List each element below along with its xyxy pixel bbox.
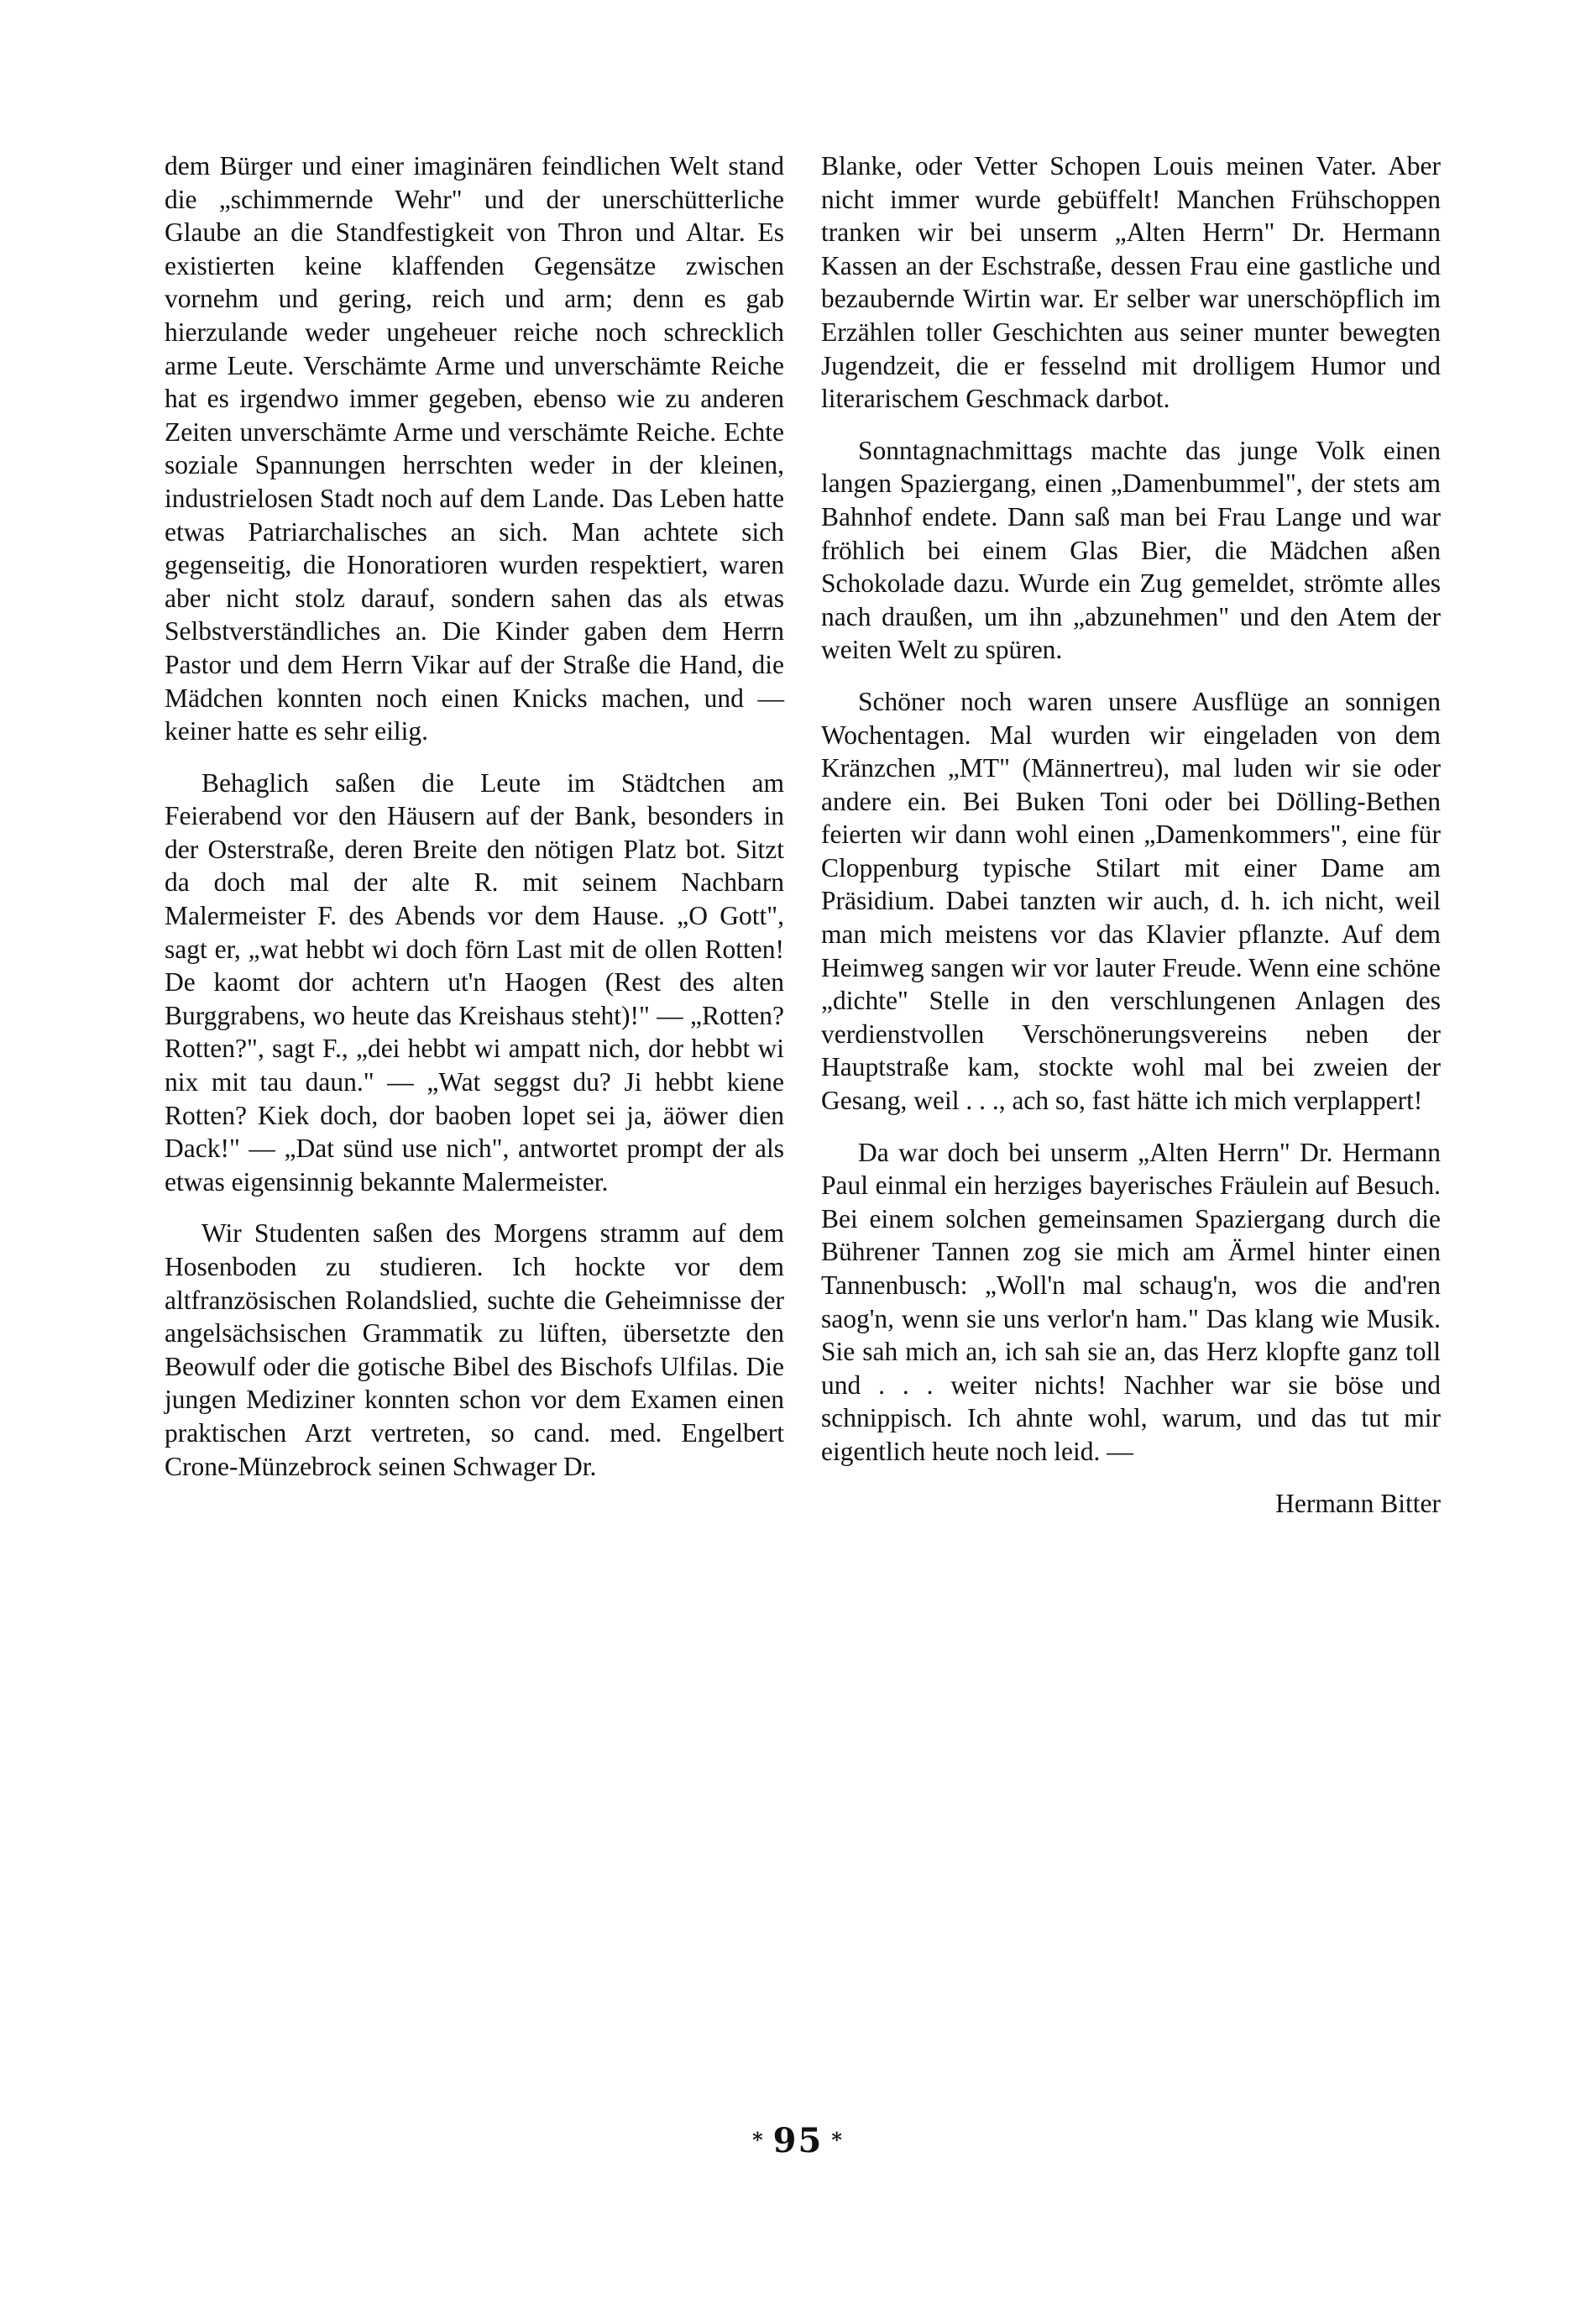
right-paragraph-3: Schöner noch waren unsere Ausflüge an sonnigen Wochentagen. Mal wurden wir eingeladen von dem Kränzchen „MT" (Männertreu), mal luden wir sie oder andere ein. Bei Buken Toni oder bei Dölling-Bethen feierten wir dann wohl einen „Damenkommers", eine für Cloppenburg typische Stilart mit einer Dame am Präsidium. Dabei tanzten wir auch, d. h. ich nicht, weil man mich meistens vor das Klavier pflanzte. Auf dem Heimweg sangen wir vor lauter Freude. Wenn eine schöne „dichte" Stelle in den verschlungenen Anlagen des verdienstvollen Verschönerungsvereins neben der Hauptstraße kam, stockte wohl mal bei zweien der Gesang, weil . . ., ach so, fast hätte ich mich verplappert!	[821, 686, 1441, 1116]
left-paragraph-3: Wir Studenten saßen des Morgens stramm auf dem Hosenboden zu studieren. Ich hockte vor dem altfranzösischen Rolandslied, suchte die Geheimnisse der angelsächsischen Grammatik zu lüften, übersetzte den Beowulf oder die gotische Bibel des Bischofs Ulfilas. Die jungen Mediziner konnten schon vor dem Examen einen praktischen Arzt vertreten, so cand. med. Engelbert Crone-Münzebrock seinen Schwager Dr.	[165, 1218, 784, 1481]
left-column	[165, 149, 784, 1501]
page-number: 95	[772, 2121, 824, 2160]
left-paragraph-2: Behaglich saßen die Leute im Städtchen am Feierabend vor den Häusern auf der Bank, besonders in der Osterstraße, deren Breite den nötigen Platz bot. Sitzt da doch mal der alte R. mit seinem Nachbarn Malermeister F. des Abends vor dem Hause. „O Gott", sagt er, „wat hebbt wi doch förn Last mit de ollen Rotten! De kaomt dor achtern ut'n Haogen (Rest des alten Burggrabens, wo heute das Kreishaus steht)!" — „Rotten? Rotten?", sagt F., „dei hebbt wi ampatt nich, dor hebbt wi nix mit tau daun." — „Wat seggst du? Ji hebbt kiene Rotten? Kiek doch, dor baoben lopet sei ja, äöwer dien Dack!" — „Dat sünd use nich", antwortet prompt der als etwas eigensinnig bekannte Malermeister.	[165, 767, 784, 1197]
right-column	[821, 149, 1441, 1520]
star-ornament-left: *	[752, 2128, 765, 2152]
left-paragraph-1: dem Bürger und einer imaginären feindlichen Welt stand die „schimmernde Wehr" und der unerschütterliche Glaube an die Standfestigkeit von Thron und Altar. Es existierten keine klaffenden Gegensätze zwischen vornehm und gering, reich und arm; denn es gab hierzulande weder ungeheuer reiche noch schrecklich arme Leute. Verschämte Arme und unverschämte Reiche hat es irgendwo immer gegeben, ebenso wie zu anderen Zeiten unverschämte Arme und verschämte Reiche. Echte soziale Spannungen herrschten weder in der kleinen, industrielosen Stadt noch auf dem Lande. Das Leben hatte etwas Patriarchalisches an sich. Man achtete sich gegenseitig, die Honoratioren wurden respektiert, waren aber nicht stolz darauf, sondern sahen das als etwas Selbstverständliches an. Die Kinder gaben dem Herrn Pastor und dem Herrn Vikar auf der Straße die Hand, die Mädchen konnten noch einen Knicks machen, und — keiner hatte es sehr eilig.	[165, 151, 784, 746]
right-paragraph-4: Da war doch bei unserm „Alten Herrn" Dr. Hermann Paul einmal ein herziges bayerisches Fräulein auf Besuch. Bei einem solchen gemeinsamen Spaziergang durch die Bührener Tannen zog sie mich am Ärmel hinter einen Tannenbusch: „Woll'n mal schaug'n, wos die and'ren saog'n, wenn sie uns verlor'n ham." Das klang wie Musik. Sie sah mich an, ich sah sie an, das Herz klopfte ganz toll und . . . weiter nichts! Nachher war sie böse und schnippisch. Ich ahnte wohl, warum, und das tut mir eigentlich heute noch leid. —	[821, 1137, 1441, 1466]
author-signature-line	[821, 1487, 1441, 1521]
right-paragraph-1: Blanke, oder Vetter Schopen Louis meinen Vater. Aber nicht immer wurde gebüffelt! Manchen Frühschoppen tranken wir bei unserm „Alten Herrn" Dr. Hermann Kassen an der Eschstraße, dessen Frau eine gastliche und bezaubernde Wirtin war. Er selber war unerschöpflich im Erzählen toller Geschichten aus seiner munter bewegten Jugendzeit, die er fesselnd mit drolligem Humor und literarischem Geschmack darbot.	[821, 151, 1441, 414]
author-name: Hermann Bitter	[1275, 1488, 1441, 1518]
page-number-footer	[0, 2121, 1596, 2160]
star-ornament-right: *	[831, 2128, 844, 2152]
right-paragraph-2: Sonntagnachmittags machte das junge Volk einen langen Spaziergang, einen „Damenbummel", der stets am Bahnhof endete. Dann saß man bei Frau Lange und war fröhlich bei einem Glas Bier, die Mädchen aßen Schokolade dazu. Wurde ein Zug gemeldet, strömte alles nach draußen, um ihn „abzunehmen" und den Atem der weiten Welt zu spüren.	[821, 435, 1441, 665]
